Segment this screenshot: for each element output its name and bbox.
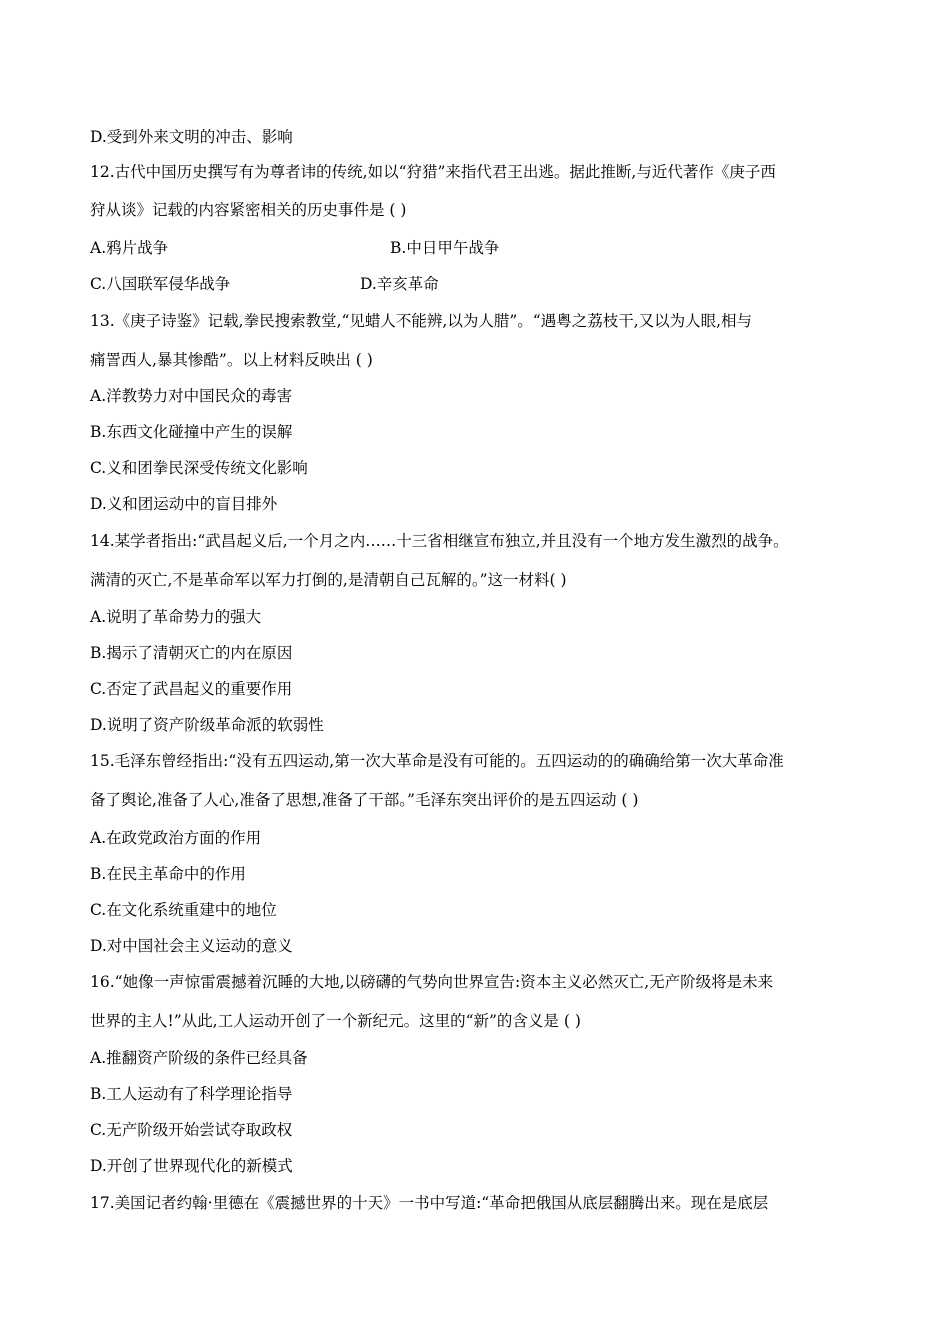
q15-stem-line-1: 15.毛泽东曾经指出:“没有五四运动,第一次大革命是没有可能的。五四运动的的确确给第一次大革命准 [90,752,784,770]
q13-option-a: A.洋教势力对中国民众的毒害 [90,387,293,405]
q16-stem-line-2: 世界的主人!”从此,工人运动开创了一个新纪元。这里的“新”的含义是 ( ) [90,1012,581,1030]
q11-option-d: D.受到外来文明的冲击、影响 [90,128,293,146]
q14-option-a: A.说明了革命势力的强大 [90,608,262,626]
q12-option-a: A.鸦片战争 [90,239,169,257]
q13-option-b: B.东西文化碰撞中产生的误解 [90,423,293,441]
q15-option-c: C.在文化系统重建中的地位 [90,901,277,919]
q12-option-b: B.中日甲午战争 [390,239,500,257]
q15-option-d: D.对中国社会主义运动的意义 [90,937,293,955]
q15-option-a: A.在政党政治方面的作用 [90,829,262,847]
q12-option-c: C.八国联军侵华战争 [90,275,231,293]
q12-stem-line-2: 狩从谈》记载的内容紧密相关的历史事件是 ( ) [90,201,407,219]
q15-option-b: B.在民主革命中的作用 [90,865,246,883]
q13-stem-line-1: 13.《庚子诗鉴》记载,拳民搜索教堂,“见蜡人不能辨,以为人腊”。“遇粤之荔枝干,又以为人眼,相与 [90,312,753,330]
q16-option-b: B.工人运动有了科学理论指导 [90,1085,293,1103]
q14-stem-line-1: 14.某学者指出:“武昌起义后,一个月之内……十三省相继宣布独立,并且没有一个地方发生激烈的战争。 [90,532,789,550]
q17-stem-line-1: 17.美国记者约翰·里德在《震撼世界的十天》一书中写道:“革命把俄国从底层翻腾出来。现在是底层 [90,1194,769,1212]
q13-option-d: D.义和团运动中的盲目排外 [90,495,278,513]
q14-stem-line-2: 满清的灭亡,不是革命军以军力打倒的,是清朝自己瓦解的。”这一材料( ) [90,571,567,589]
q14-option-d: D.说明了资产阶级革命派的软弱性 [90,716,324,734]
q16-option-c: C.无产阶级开始尝试夺取政权 [90,1121,293,1139]
q13-option-c: C.义和团拳民深受传统文化影响 [90,459,308,477]
q16-option-d: D.开创了世界现代化的新模式 [90,1157,293,1175]
q14-option-b: B.揭示了清朝灭亡的内在原因 [90,644,293,662]
q13-stem-line-2: 痛詈西人,暴其惨酷”。以上材料反映出 ( ) [90,351,373,369]
q12-option-d: D.辛亥革命 [360,275,439,293]
q15-stem-line-2: 备了舆论,准备了人心,准备了思想,准备了干部。”毛泽东突出评价的是五四运动 ( ) [90,791,639,809]
q14-option-c: C.否定了武昌起义的重要作用 [90,680,293,698]
q12-stem-line-1: 12.古代中国历史撰写有为尊者讳的传统,如以“狩猎”来指代君王出逃。据此推断,与近代著作《庚子西 [90,163,776,181]
q16-option-a: A.推翻资产阶级的条件已经具备 [90,1049,308,1067]
q16-stem-line-1: 16.“她像一声惊雷震撼着沉睡的大地,以磅礴的气势向世界宣告:资本主义必然灭亡,无产阶级将是未来 [90,973,774,991]
